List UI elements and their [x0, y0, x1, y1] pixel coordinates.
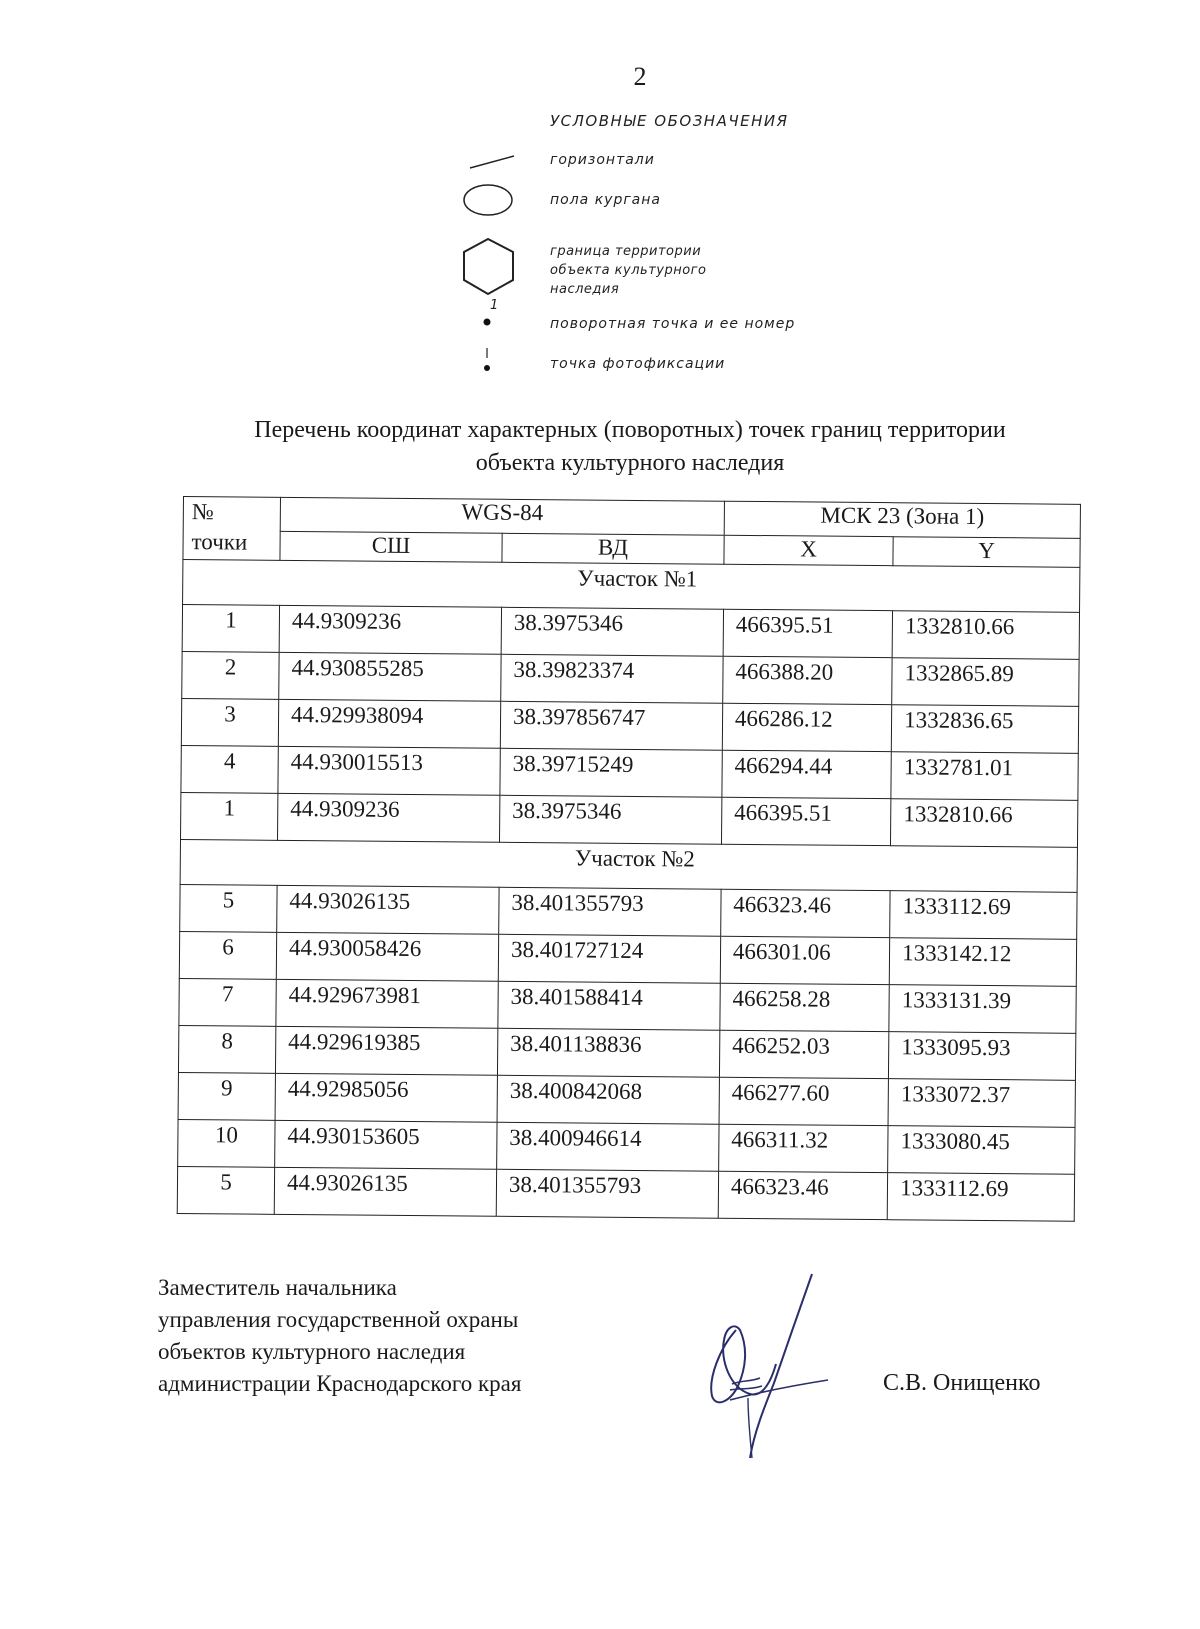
turning-point-number: 1 — [490, 298, 499, 313]
cell-lat: 44.929673981 — [276, 979, 498, 1028]
cell-lon: 38.401138836 — [497, 1028, 719, 1077]
cell-y: 1333112.69 — [890, 891, 1077, 940]
legend-label-contours: горизонтали — [550, 152, 655, 168]
table-title: Перечень координат характерных (поворотных) точек границ территории объекта культурного наследия — [254, 417, 1006, 476]
section-title: Участок №2 — [180, 839, 1077, 892]
cell-x: 466388.20 — [723, 656, 893, 704]
table-row — [182, 651, 1079, 706]
cell-x: 466277.60 — [719, 1077, 889, 1125]
cell-lat: 44.930015513 — [278, 746, 500, 795]
cell-lon: 38.401588414 — [498, 981, 720, 1030]
table-row — [181, 792, 1078, 847]
cell-x: 466395.51 — [723, 609, 893, 657]
cell-point-no: 2 — [182, 651, 279, 699]
section-row — [180, 839, 1077, 892]
cell-y: 1333095.93 — [889, 1032, 1076, 1081]
cell-point-no: 10 — [178, 1119, 275, 1167]
cell-lon: 38.401355793 — [499, 887, 721, 936]
cell-y: 1332781.01 — [891, 752, 1078, 801]
legend-title: УСЛОВНЫЕ ОБОЗНАЧЕНИЯ — [550, 112, 789, 130]
table-row — [178, 1072, 1075, 1127]
cell-lon: 38.397856747 — [500, 701, 722, 750]
legend-label-photo-point: точка фотофиксации — [550, 356, 726, 372]
table-row — [182, 605, 1079, 660]
cell-lat: 44.9309236 — [277, 793, 499, 842]
mound-ellipse-icon — [460, 180, 520, 220]
cell-lat: 44.93026135 — [277, 885, 499, 934]
table-row — [181, 745, 1078, 800]
cell-x: 466294.44 — [722, 750, 892, 798]
cell-x: 466311.32 — [719, 1124, 889, 1172]
cell-lat: 44.930855285 — [279, 652, 501, 701]
hexagon-boundary-icon — [460, 236, 520, 298]
cell-x: 466301.06 — [720, 936, 890, 984]
signatory-position: Заместитель начальника управления государственной охраны объектов культурного наследия администрации Краснодарского края — [158, 1275, 522, 1396]
table-row — [181, 698, 1078, 753]
cell-y: 1332810.66 — [891, 799, 1078, 848]
cell-lat: 44.929619385 — [275, 1026, 497, 1075]
table-row — [178, 1025, 1075, 1080]
page-number: 2 — [633, 62, 647, 91]
cell-y: 1333112.69 — [887, 1173, 1074, 1222]
turning-point-icon — [480, 315, 494, 329]
cell-lat: 44.93026135 — [274, 1167, 496, 1216]
contour-line-icon — [468, 152, 518, 172]
cell-x: 466323.46 — [721, 889, 891, 937]
cell-point-no: 7 — [179, 978, 276, 1026]
legend-label-mound: пола кургана — [550, 192, 661, 208]
cell-y: 1333131.39 — [889, 985, 1076, 1034]
cell-point-no: 3 — [181, 698, 278, 746]
header-point-no: № точки — [183, 497, 281, 561]
section-row — [183, 560, 1080, 613]
cell-lat: 44.930058426 — [276, 932, 498, 981]
cell-y: 1333080.45 — [888, 1126, 1075, 1175]
handwritten-signature — [690, 1268, 850, 1468]
cell-y: 1332865.89 — [892, 658, 1079, 707]
table-row — [179, 931, 1076, 986]
cell-point-no: 8 — [178, 1025, 275, 1073]
cell-lon: 38.39715249 — [500, 748, 722, 797]
cell-x: 466258.28 — [720, 983, 890, 1031]
cell-y: 1332810.66 — [892, 611, 1079, 660]
cell-x: 466252.03 — [719, 1030, 889, 1078]
cell-point-no: 4 — [181, 745, 278, 793]
legend — [460, 108, 880, 398]
cell-y: 1332836.65 — [891, 705, 1078, 754]
section-title: Участок №1 — [183, 560, 1080, 613]
cell-lat: 44.92985056 — [275, 1073, 497, 1122]
cell-point-no: 5 — [177, 1166, 274, 1214]
cell-lon: 38.400946614 — [497, 1122, 719, 1171]
table-row — [179, 978, 1076, 1033]
cell-point-no: 9 — [178, 1072, 275, 1120]
cell-x: 466323.46 — [718, 1171, 888, 1219]
header-x: X — [724, 535, 893, 565]
cell-lat: 44.930153605 — [275, 1120, 497, 1169]
cell-point-no: 5 — [180, 884, 277, 932]
cell-lat: 44.9309236 — [279, 605, 501, 654]
header-y: Y — [893, 537, 1080, 568]
cell-x: 466286.12 — [722, 703, 892, 751]
header-msk23: МСК 23 (Зона 1) — [724, 501, 1080, 538]
table-row — [180, 884, 1077, 939]
table-row — [178, 1119, 1075, 1174]
table-row — [177, 1166, 1074, 1221]
cell-point-no: 1 — [181, 792, 278, 840]
cell-point-no: 1 — [182, 605, 279, 653]
table-body — [177, 560, 1080, 1222]
header-wgs84: WGS-84 — [280, 497, 724, 535]
cell-y: 1333072.37 — [888, 1079, 1075, 1128]
header-lat: СШ — [280, 531, 502, 562]
cell-point-no: 6 — [179, 931, 276, 979]
cell-x: 466395.51 — [721, 797, 891, 845]
cell-lon: 38.401727124 — [498, 934, 720, 983]
cell-lon: 38.3975346 — [499, 795, 721, 844]
cell-y: 1333142.12 — [889, 938, 1076, 987]
legend-label-boundary: граница территории объекта культурного наследия — [550, 244, 707, 297]
coordinates-table — [177, 496, 1081, 1222]
photo-point-icon — [480, 346, 494, 376]
header-lon: ВД — [502, 533, 724, 564]
cell-lon: 38.401355793 — [496, 1169, 718, 1218]
cell-lon: 38.39823374 — [501, 654, 723, 703]
cell-lon: 38.400842068 — [497, 1075, 719, 1124]
cell-lon: 38.3975346 — [501, 607, 723, 656]
cell-lat: 44.929938094 — [278, 699, 500, 748]
signatory-name: С.В. Онищенко — [883, 1370, 1041, 1396]
legend-label-turning-point: поворотная точка и ее номер — [550, 316, 796, 332]
